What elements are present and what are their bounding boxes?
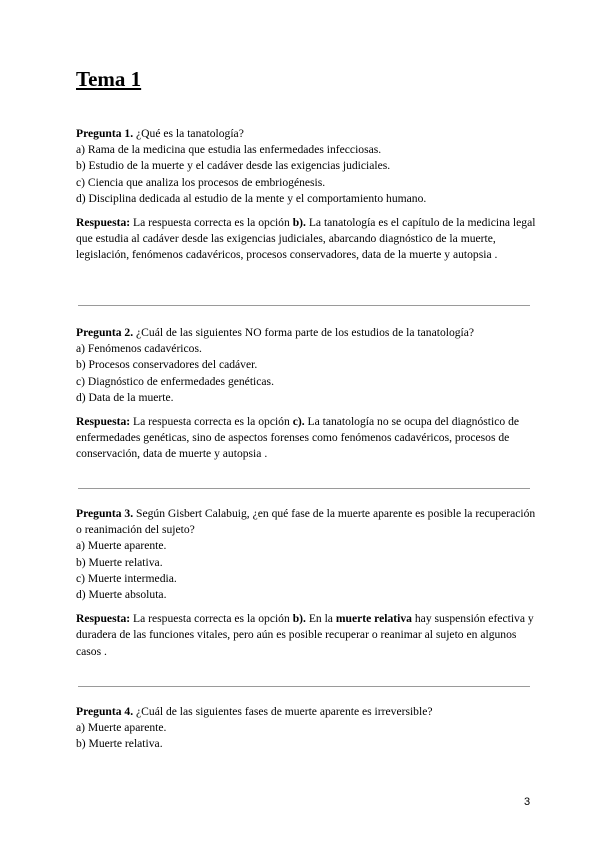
question-4 <box>76 704 536 753</box>
option-item: d) Muerte absoluta. <box>76 588 167 602</box>
question-1-options <box>76 142 536 207</box>
answer-option: b). <box>292 612 306 626</box>
question-2-label: Pregunta 2. <box>76 326 134 339</box>
section-divider <box>78 686 530 687</box>
option-item: b) Estudio de la muerte y el cadáver desde las exigencias judiciales. <box>76 159 391 173</box>
question-3 <box>76 506 536 660</box>
option-item: a) Rama de la medicina que estudia las enfermedades infecciosas. <box>76 143 382 157</box>
answer-label: Respuesta: <box>76 612 131 626</box>
section-divider <box>78 488 530 489</box>
answer-prefix: La respuesta correcta es la opción <box>133 415 290 429</box>
answer-prefix: La respuesta correcta es la opción <box>133 216 290 230</box>
question-3-answer <box>76 611 536 660</box>
question-1-label: Pregunta 1. <box>76 127 134 140</box>
option-item: c) Muerte intermedia. <box>76 571 177 585</box>
option-item: b) Procesos conservadores del cadáver. <box>76 358 258 372</box>
option-item: a) Fenómenos cadavéricos. <box>76 342 202 356</box>
answer-label: Respuesta: <box>76 216 131 230</box>
option-item: b) Muerte relativa. <box>76 737 163 751</box>
question-3-options <box>76 538 536 603</box>
option-item: c) Diagnóstico de enfermedades genéticas. <box>76 374 274 388</box>
option-item: a) Muerte aparente. <box>76 539 167 553</box>
question-4-options <box>76 720 536 752</box>
question-3-heading <box>76 506 536 538</box>
question-1 <box>76 126 536 264</box>
option-item: d) Data de la muerte. <box>76 390 174 404</box>
answer-explanation: La tanatología no se ocupa del diagnóstico de enfermedades genéticas, sino de aspectos forenses como fenómenos cadavéricos, procesos de conservación, data de muerte y autopsia . <box>76 415 520 461</box>
option-item: b) Muerte relativa. <box>76 555 163 569</box>
question-3-label: Pregunta 3. <box>76 507 134 520</box>
question-2-answer <box>76 414 536 463</box>
question-2-text: ¿Cuál de las siguientes NO forma parte de los estudios de la tanatología? <box>136 326 475 339</box>
question-1-answer <box>76 215 536 264</box>
option-item: d) Disciplina dedicada al estudio de la mente y el comportamiento humano. <box>76 191 427 205</box>
answer-explanation: La tanatología es el capítulo de la medicina legal que estudia al cadáver desde las exigencias judiciales, abarcando diagnóstico de la muerte, legislación, fenómenos cadavéricos, procesos conservadores, data de la muerte y autopsia . <box>76 216 536 262</box>
page-number: 3 <box>524 796 531 808</box>
question-4-heading <box>76 704 536 720</box>
answer-label: Respuesta: <box>76 415 131 429</box>
answer-prefix: La respuesta correcta es la opción <box>133 612 290 626</box>
question-3-text: Según Gisbert Calabuig, ¿en qué fase de la muerte aparente es posible la recuperación o reanimación del sujeto? <box>76 507 536 537</box>
question-2 <box>76 325 536 463</box>
option-item: a) Muerte aparente. <box>76 721 167 735</box>
answer-explanation: hay suspensión efectiva y duradera de las funciones vitales, pero aún es posible recuperar o reanimar al sujeto en algunos casos . <box>76 612 534 658</box>
section-divider <box>78 305 530 306</box>
answer-highlight: muerte relativa <box>335 612 412 626</box>
option-item: c) Ciencia que analiza los procesos de embriogénesis. <box>76 175 326 189</box>
question-2-heading <box>76 325 536 341</box>
question-2-options <box>76 341 536 406</box>
page-title: Tema 1 <box>76 67 142 91</box>
question-1-text: ¿Qué es la tanatología? <box>136 127 244 140</box>
answer-option: b). <box>292 216 306 230</box>
answer-option: c). <box>292 415 305 429</box>
answer-mid: En la <box>308 612 333 626</box>
question-1-heading <box>76 126 536 142</box>
question-4-text: ¿Cuál de las siguientes fases de muerte aparente es irreversible? <box>136 705 433 718</box>
question-4-label: Pregunta 4. <box>76 705 134 718</box>
